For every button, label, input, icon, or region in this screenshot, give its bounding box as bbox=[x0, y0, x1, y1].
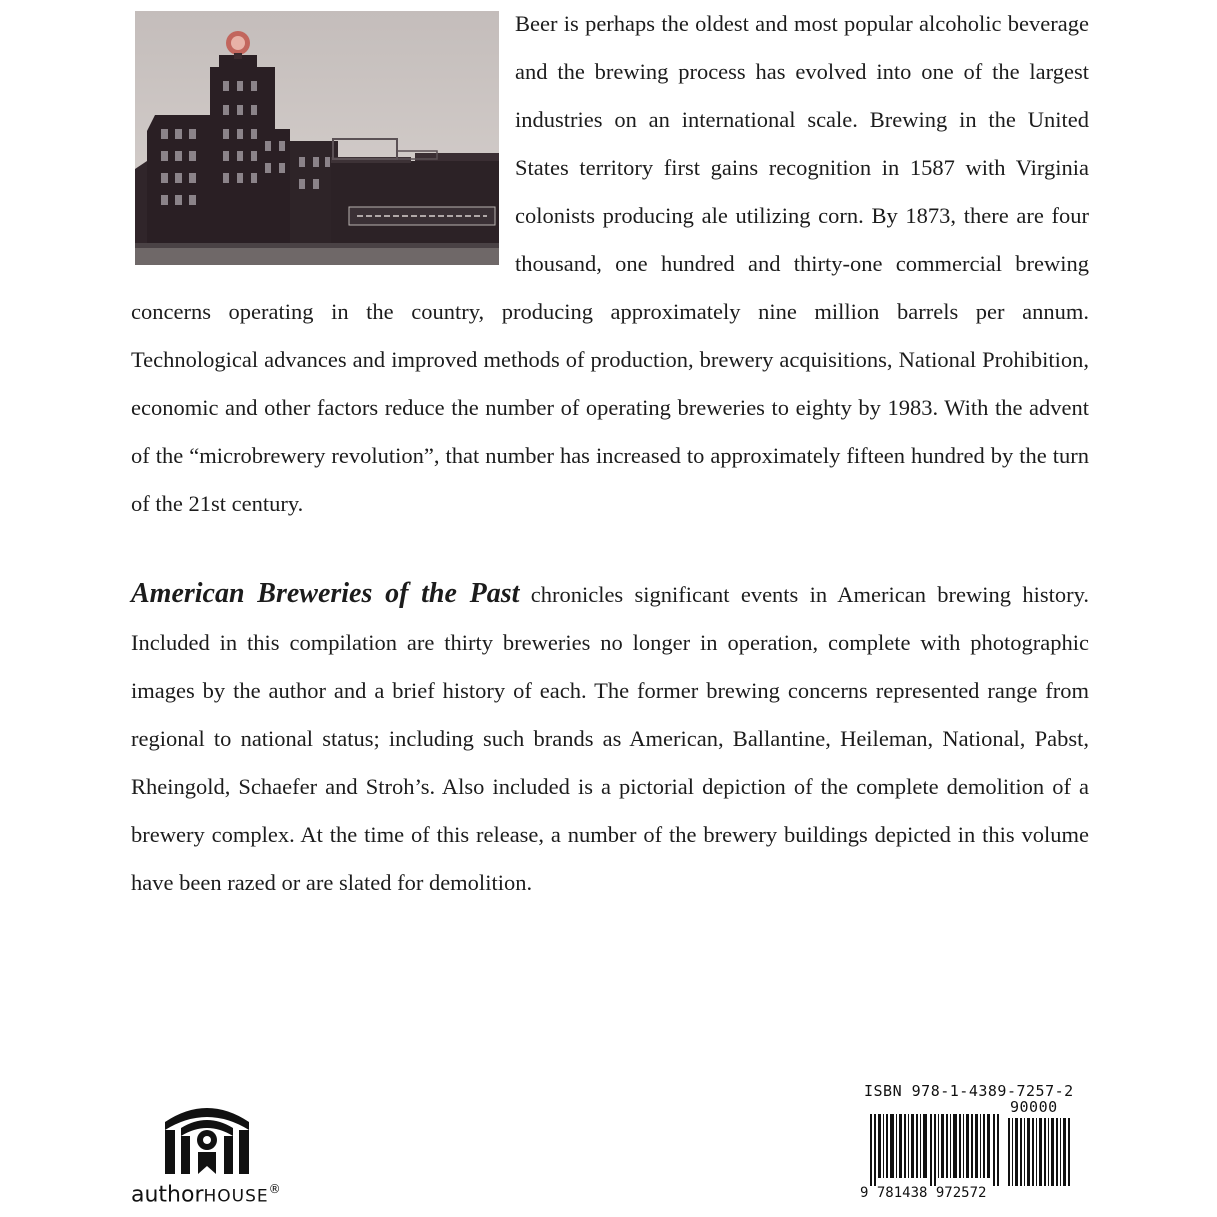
isbn-barcode bbox=[858, 1082, 1088, 1212]
barcode-main-bars bbox=[870, 1114, 1000, 1186]
registered-mark: ® bbox=[268, 1182, 281, 1196]
barcode-digits: 9 781438 972572 bbox=[860, 1185, 987, 1201]
price-code: 90000 bbox=[1010, 1098, 1058, 1116]
intro-paragraph bbox=[131, 0, 1089, 528]
publisher-name-part1: author bbox=[131, 1182, 204, 1208]
publisher-logo bbox=[131, 1100, 296, 1215]
barcode-addon-bars bbox=[1008, 1114, 1074, 1186]
isbn-label: ISBN 978-1-4389-7257-2 bbox=[864, 1082, 1074, 1100]
book-description bbox=[131, 570, 1089, 907]
publisher-name bbox=[131, 1182, 281, 1207]
authorhouse-building-icon bbox=[161, 1100, 253, 1176]
photo-wrap-spacer bbox=[131, 0, 515, 278]
book-description-text: chronicles significant events in American brewing history. Included in this compilation are thirty breweries no longer in operation, complete with photographic images by the author and a brief history of each. The former brewing concerns represented range from regional to national status; including such brands as American, Ballantine, Heileman, National, Pabst, Rheingold, Schaefer and Stroh’s. Also included is a pictorial depiction of the complete demolition of a brewery complex. At the time of this release, a number of the brewery buildings depicted in this volume have been razed or are slated for demolition. bbox=[131, 582, 1090, 895]
publisher-name-part2: HOUSE bbox=[203, 1186, 269, 1207]
book-title: American Breweries of the Past bbox=[131, 578, 520, 609]
intro-paragraph-text: Beer is perhaps the oldest and most popular alcoholic beverage and the brewing process has evolved into one of the largest industries on an international scale. Brewing in the United States territory first gains recognition in 1587 with Virginia colonists producing ale utilizing corn. By 1873, there are four thousand, one hundred and thirty-one commercial brewing concerns operating in the country, producing approximately nine million barrels per annum. Technological advances and improved methods of production, brewery acquisitions, National Prohibition, economic and other factors reduce the number of operating breweries to eighty by 1983. With the advent of the “microbrewery revolution”, that number has increased to approximately fifteen hundred by the turn of the 21st century. bbox=[131, 11, 1089, 516]
